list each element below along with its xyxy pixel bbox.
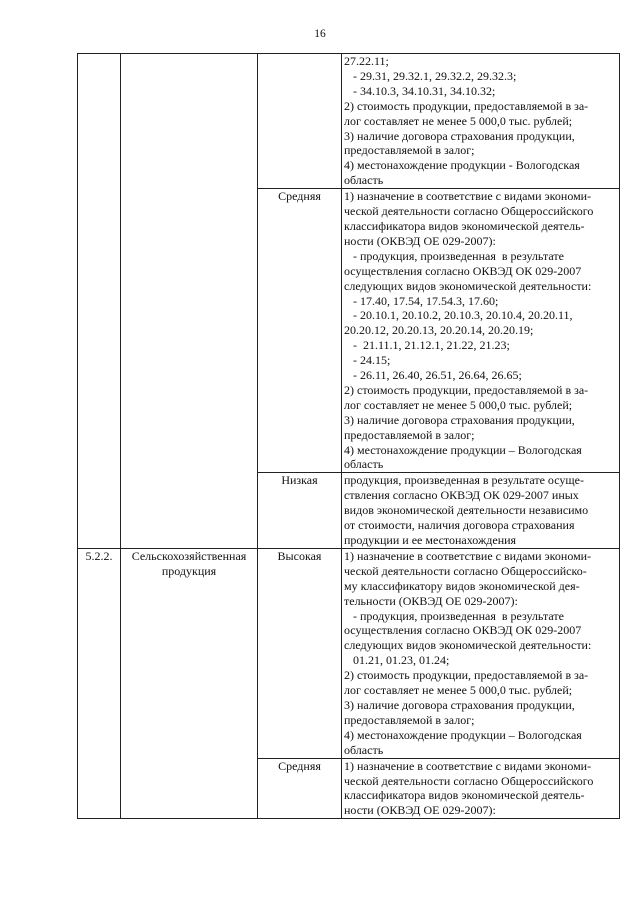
condition-line: осуществления согласно ОКВЭД ОК 029-2007 (344, 623, 582, 638)
liquidity-level-cell: Низкая (258, 473, 342, 549)
item-number-cell (78, 54, 121, 549)
condition-line: 2) стоимость продукции, предоставляемой в за- (344, 668, 589, 683)
condition-line: ческой деятельности согласно Общероссийско- (344, 563, 587, 578)
condition-line: 1) назначение в соответствие с видами экономи- (344, 758, 592, 773)
condition-line: 3) наличие договора страхования продукции, (344, 697, 575, 712)
condition-line: область (344, 173, 384, 188)
condition-line: предоставляемой в залог; (344, 427, 475, 442)
page-number: 16 (314, 28, 326, 40)
condition-line: 1) назначение в соответствие с видами экономи- (344, 189, 592, 204)
condition-line: область (344, 457, 384, 472)
condition-line: от стоимости, наличия договора страхования (344, 518, 575, 533)
condition-line: 3) наличие договора страхования продукции, (344, 412, 575, 427)
condition-line: - 17.40, 17.54, 17.54.3, 17.60; (344, 293, 499, 308)
collateral-table (77, 53, 620, 819)
condition-line: 4) местонахождение продукции – Вологодская (344, 727, 582, 742)
condition-line: му классификатору видов экономической дея- (344, 578, 580, 593)
condition-line: классификатора видов экономической деятель- (344, 788, 585, 803)
condition-line: предоставляемой в залог; (344, 143, 475, 158)
condition-line: 1) назначение в соответствие с видами экономи- (344, 548, 592, 563)
condition-line: 2) стоимость продукции, предоставляемой в за- (344, 382, 589, 397)
condition-line: лог составляет не менее 5 000,0 тыс. рублей; (344, 683, 573, 698)
liquidity-level-cell: Средняя (258, 758, 342, 819)
condition-line: следующих видов экономической деятельности: (344, 638, 592, 653)
conditions-cell (342, 758, 620, 819)
condition-line: 4) местонахождение продукции – Вологодская (344, 442, 582, 457)
condition-line: - 21.11.1, 21.12.1, 21.22, 21.23; (344, 338, 510, 353)
condition-line: 27.22.11; (344, 54, 389, 68)
condition-line: ности (ОКВЭД ОЕ 029-2007): (344, 803, 496, 818)
condition-line: - 26.11, 26.40, 26.51, 26.64, 26.65; (344, 368, 522, 383)
product-type-cell (121, 54, 258, 549)
condition-line: ности (ОКВЭД ОЕ 029-2007): (344, 233, 496, 248)
condition-line: следующих видов экономической деятельности: (344, 278, 592, 293)
condition-line: видов экономической деятельности независимо (344, 503, 589, 518)
condition-line: продукция, произведенная в результате осуще- (344, 473, 584, 488)
liquidity-level-cell: Средняя (258, 189, 342, 473)
table-row (78, 54, 620, 189)
conditions-cell (342, 548, 620, 758)
condition-line: - продукция, произведенная в результате (344, 248, 564, 263)
condition-line: ческой деятельности согласно Общероссийского (344, 204, 594, 219)
condition-line: ческой деятельности согласно Общероссийского (344, 773, 594, 788)
condition-line: 01.21, 01.23, 01.24; (344, 653, 450, 668)
conditions-cell (342, 189, 620, 473)
table-row (78, 548, 620, 758)
liquidity-level-cell (258, 54, 342, 189)
condition-line: предоставляемой в залог; (344, 712, 475, 727)
condition-line: - 34.10.3, 34.10.31, 34.10.32; (344, 83, 496, 98)
conditions-cell (342, 473, 620, 549)
condition-line: 20.20.12, 20.20.13, 20.20.14, 20.20.19; (344, 323, 534, 338)
condition-line: ствления согласно ОКВЭД ОК 029-2007 иных (344, 488, 579, 503)
condition-line: осуществления согласно ОКВЭД ОК 029-2007 (344, 263, 582, 278)
liquidity-level-cell: Высокая (258, 548, 342, 758)
collateral-table-body (78, 54, 620, 819)
condition-line: область (344, 742, 384, 757)
conditions-cell (342, 54, 620, 189)
condition-line: лог составляет не менее 5 000,0 тыс. рублей; (344, 397, 573, 412)
condition-line: - 24.15; (344, 353, 391, 368)
condition-line: 3) наличие договора страхования продукции, (344, 128, 575, 143)
condition-line: - 20.10.1, 20.10.2, 20.10.3, 20.10.4, 20.20.11, (344, 308, 573, 323)
condition-line: - продукция, произведенная в результате (344, 608, 564, 623)
condition-line: классификатора видов экономической деятель- (344, 218, 585, 233)
condition-line: лог составляет не менее 5 000,0 тыс. рублей; (344, 113, 573, 128)
condition-line: тельности (ОКВЭД ОЕ 029-2007): (344, 593, 518, 608)
condition-line: 2) стоимость продукции, предоставляемой в за- (344, 98, 589, 113)
condition-line: продукции и ее местонахождения (344, 533, 517, 547)
product-type-cell: Сельскохозяйственная продукция (121, 548, 258, 818)
condition-line: 4) местонахождение продукции - Вологодская (344, 158, 580, 173)
item-number-cell: 5.2.2. (78, 548, 121, 818)
condition-line: - 29.31, 29.32.1, 29.32.2, 29.32.3; (344, 68, 517, 83)
